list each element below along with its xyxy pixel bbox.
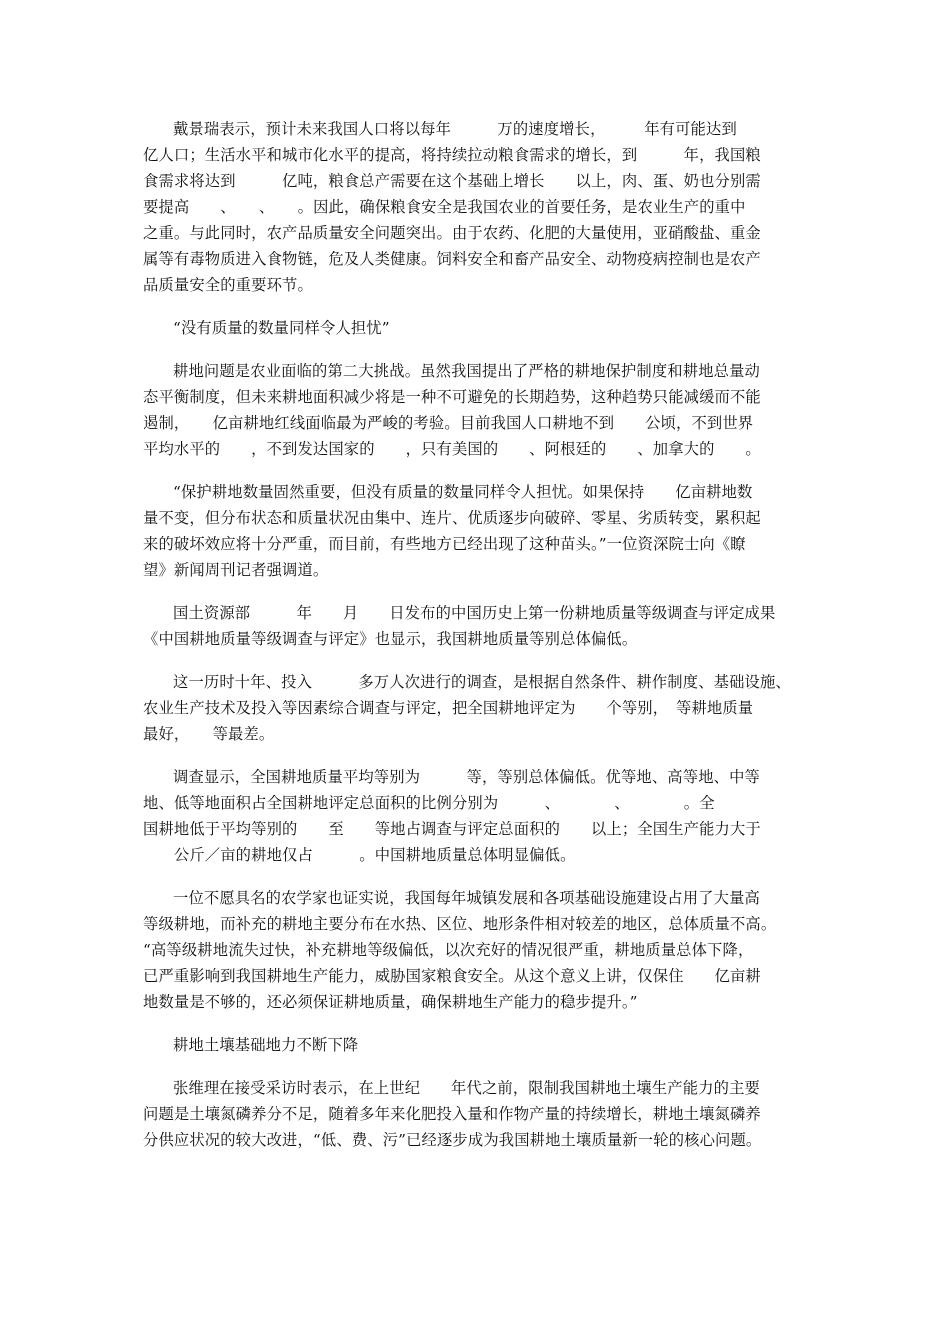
text-line: 这一历时十年、投入 多万人次进行的调查，是根据自然条件、耕作制度、基础设施、 xyxy=(173,673,791,691)
text-line: 问题是土壤氮磷养分不足，随着多年来化肥投入量和作物产量的持续增长，耕地土壤氮磷养 xyxy=(143,1105,761,1123)
paragraph xyxy=(143,358,810,462)
paragraph xyxy=(143,1075,810,1153)
text-line: 地数量是不够的，还必须保证耕地质量，确保耕地生产能力的稳步提升。” xyxy=(143,993,638,1011)
text-line: 调查显示，全国耕地质量平均等别为 等，等别总体偏低。优等地、高等地、中等 xyxy=(173,768,760,786)
document-body xyxy=(143,116,810,1153)
paragraph xyxy=(143,885,810,1015)
text-line: 《中国耕地质量等级调查与评定》也显示，我国耕地质量等别总体偏低。 xyxy=(143,630,638,648)
text-line: 戴景瑞表示，预计未来我国人口将以每年 万的速度增长， 年有可能达到 xyxy=(173,120,737,138)
text-line: “保护耕地数量固然重要，但没有质量的数量同样令人担忧。如果保持 亿亩耕地数 xyxy=(173,483,753,501)
text-line: 张维理在接受采访时表示，在上世纪 年代之前，限制我国耕地土壤生产能力的主要 xyxy=(173,1079,760,1097)
paragraph xyxy=(143,479,810,583)
text-line: 分供应状况的较大改进，“低、费、污”已经逐步成为我国耕地土壤质量新一轮的核心问题。 xyxy=(143,1131,762,1149)
text-line: 农业生产技术及投入等因素综合调查与评定，把全国耕地评定为 个等别， 等耕地质量 xyxy=(143,699,754,717)
text-line: 遏制， 亿亩耕地红线面临最为严峻的考验。目前我国人口耕地不到 公顷，不到世界 xyxy=(143,414,754,432)
paragraph xyxy=(143,600,810,652)
heading-text: 耕地土壤基础地力不断下降 xyxy=(173,1036,359,1054)
text-line: 最好， 等最差。 xyxy=(143,725,275,743)
text-line: 望》新闻周刊记者强调道。 xyxy=(143,561,329,579)
text-line: 属等有毒物质进入食物链，危及人类健康。饲料安全和畜产品安全、动物疫病控制也是农产 xyxy=(143,250,761,268)
section-heading xyxy=(143,1032,810,1058)
text-line: “高等级耕地流失过快，补充耕地等级偏低，以次充好的情况很严重，耕地质量总体下降， xyxy=(143,941,754,959)
paragraph xyxy=(143,764,810,868)
text-line: 品质量安全的重要环节。 xyxy=(143,276,313,294)
text-line: 一位不愿具名的农学家也证实说，我国每年城镇发展和各项基础设施建设占用了大量高 xyxy=(173,889,760,907)
heading-text: “没有质量的数量同样令人担忧” xyxy=(173,319,390,337)
text-line: 亿人口；生活水平和城市化水平的提高，将持续拉动粮食需求的增长，到 年，我国粮 xyxy=(143,146,761,164)
text-line: 态平衡制度，但未来耕地面积减少将是一种不可避免的长期趋势，这种趋势只能减缓而不能 xyxy=(143,388,761,406)
text-line: 地、低等地面积占全国耕地评定总面积的比例分别为 、 、 。全 xyxy=(143,794,715,812)
paragraph xyxy=(143,669,810,747)
text-line: 公斤／亩的耕地仅占 。中国耕地质量总体明显偏低。 xyxy=(143,846,576,864)
text-line: 平均水平的 ，不到发达国家的 ，只有美国的 、阿根廷的 、加拿大的 。 xyxy=(143,440,761,458)
text-line: 耕地问题是农业面临的第二大挑战。虽然我国提出了严格的耕地保护制度和耕地总量动 xyxy=(173,362,760,380)
text-line: 国耕地低于平均等别的 至 等地占调查与评定总面积的 以上；全国生产能力大于 xyxy=(143,820,761,838)
text-line: 量不变，但分布状态和质量状况由集中、连片、优质逐步向破碎、零星、劣质转变，累积起 xyxy=(143,509,761,527)
text-line: 国土资源部 年 月 日发布的中国历史上第一份耕地质量等级调查与评定成果 xyxy=(173,604,776,622)
text-line: 之重。与此同时，农产品质量安全问题突出。由于农药、化肥的大量使用，亚硝酸盐、重金 xyxy=(143,224,761,242)
text-line: 要提高 、 、 。因此，确保粮食安全是我国农业的首要任务，是农业生产的重中 xyxy=(143,198,746,216)
text-line: 食需求将达到 亿吨，粮食总产需要在这个基础上增长 以上，肉、蛋、奶也分别需 xyxy=(143,172,761,190)
section-heading xyxy=(143,315,810,341)
text-line: 已严重影响到我国耕地生产能力，威胁国家粮食安全。从这个意义上讲，仅保住 亿亩耕 xyxy=(143,967,761,985)
paragraph xyxy=(143,116,810,298)
text-line: 等级耕地，而补充的耕地主要分布在水热、区位、地形条件相对较差的地区，总体质量不高。 xyxy=(143,915,777,933)
text-line: 来的破坏效应将十分严重，而目前，有些地方已经出现了这种苗头。”一位资深院士向《瞭 xyxy=(143,535,746,553)
